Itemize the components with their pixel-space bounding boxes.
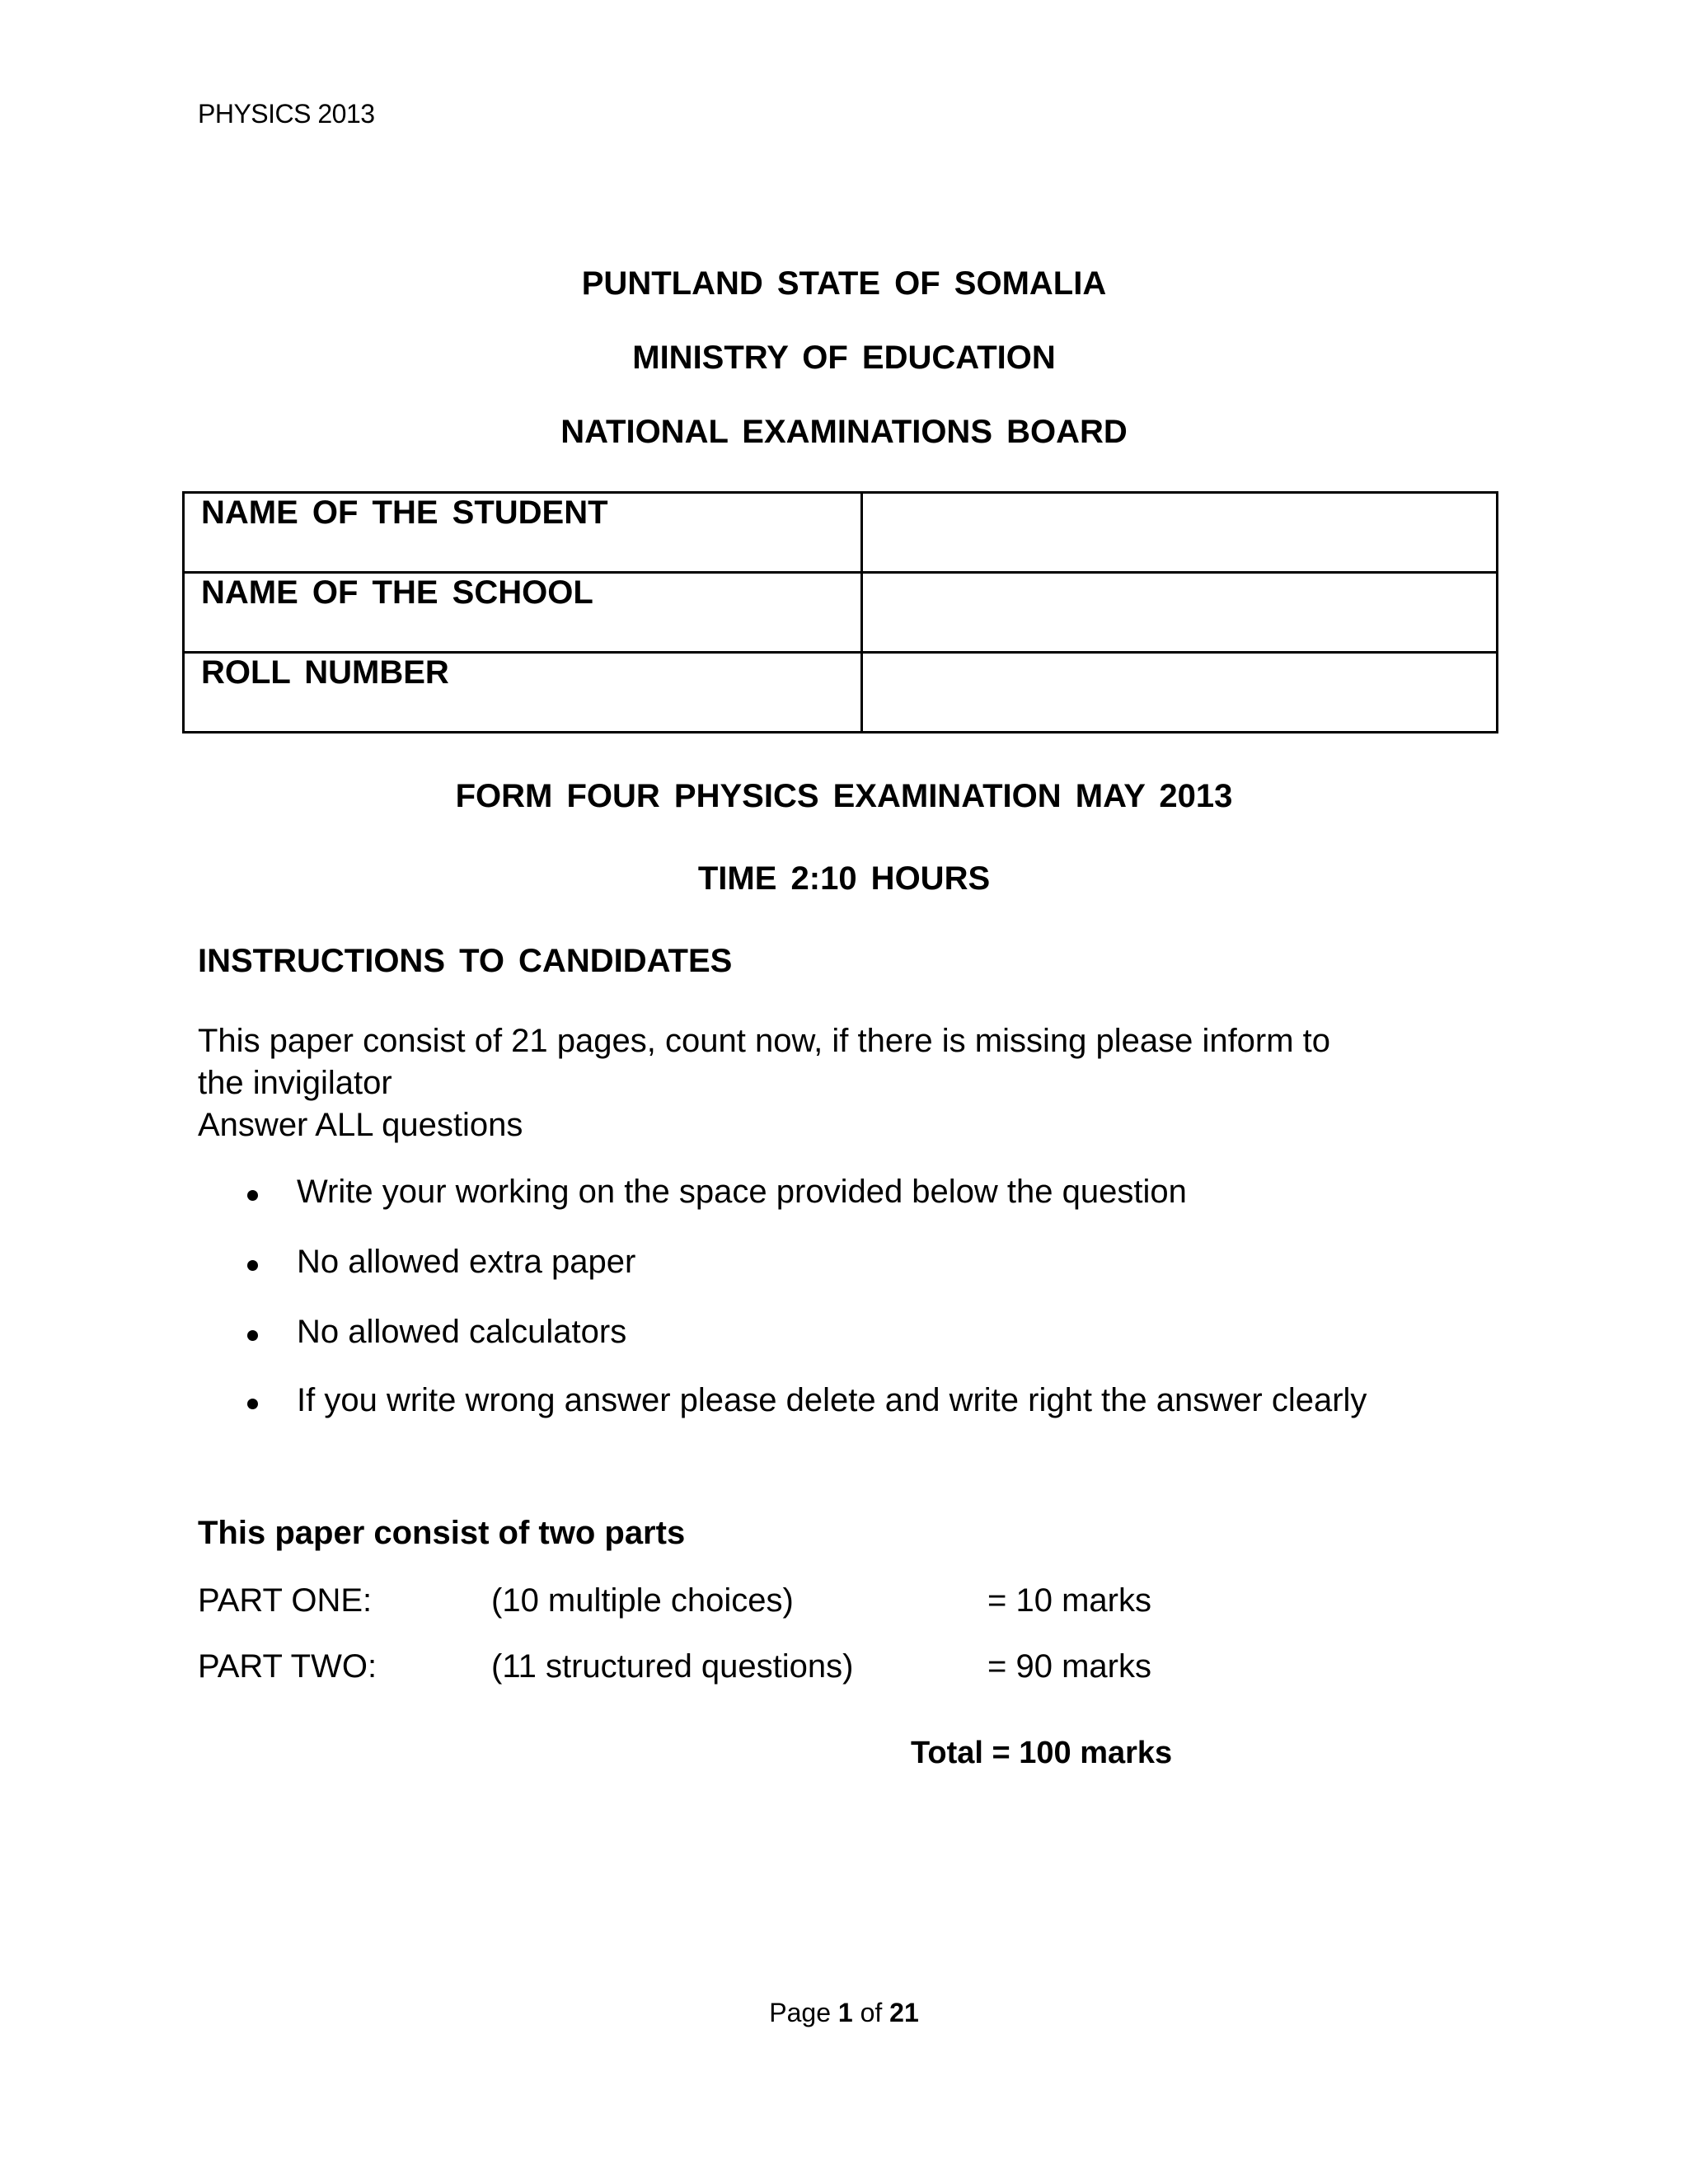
part-description: (11 structured questions)	[491, 1648, 854, 1685]
of-label: of	[860, 1998, 883, 2027]
instructions-paragraph-line2: the invigilator	[198, 1065, 392, 1101]
bullet-icon	[247, 1190, 258, 1201]
table-row	[198, 1648, 1434, 1691]
bullet-text: If you write wrong answer please delete and write right the answer clearly	[297, 1382, 1367, 1418]
page-number: 1	[837, 1998, 853, 2027]
student-info-table	[182, 491, 1498, 733]
roll-number-label: ROLL NUMBER	[184, 653, 862, 733]
table-row	[184, 653, 1498, 733]
exam-title: FORM FOUR PHYSICS EXAMINATION MAY 2013	[455, 778, 1233, 814]
bullet-text: No allowed extra paper	[297, 1244, 636, 1280]
part-description: (10 multiple choices)	[491, 1582, 794, 1619]
part-marks: = 90 marks	[987, 1648, 1151, 1685]
bullet-text: No allowed calculators	[297, 1314, 627, 1350]
answer-all-instruction: Answer ALL questions	[198, 1107, 523, 1143]
school-name-label: NAME OF THE SCHOOL	[184, 573, 862, 653]
instructions-paragraph-line1: This paper consist of 21 pages, count now, if there is missing please inform to	[198, 1023, 1331, 1059]
title-ministry: MINISTRY OF EDUCATION	[632, 340, 1056, 376]
table-row	[184, 573, 1498, 653]
bullet-text: Write your working on the space provided below the question	[297, 1174, 1187, 1210]
page-total: 21	[889, 1998, 919, 2027]
page-label: Page	[769, 1998, 831, 2027]
running-header: PHYSICS 2013	[198, 99, 375, 129]
exam-time: TIME 2:10 HOURS	[697, 860, 991, 897]
student-name-field[interactable]	[862, 493, 1498, 573]
table-row	[184, 493, 1498, 573]
title-state: PUNTLAND STATE OF SOMALIA	[581, 265, 1107, 302]
part-name: PART ONE:	[198, 1582, 373, 1619]
bullet-icon	[247, 1330, 258, 1341]
student-name-label: NAME OF THE STUDENT	[184, 493, 862, 573]
school-name-field[interactable]	[862, 573, 1498, 653]
roll-number-field[interactable]	[862, 653, 1498, 733]
bullet-icon	[247, 1260, 258, 1271]
bullet-icon	[247, 1399, 258, 1409]
part-marks: = 10 marks	[987, 1582, 1151, 1619]
page-footer	[0, 1998, 1688, 2028]
part-name: PART TWO:	[198, 1648, 377, 1685]
instructions-heading: INSTRUCTIONS TO CANDIDATES	[198, 943, 733, 979]
table-row	[198, 1582, 1434, 1625]
total-marks: Total = 100 marks	[911, 1736, 1173, 1770]
parts-heading: This paper consist of two parts	[198, 1515, 686, 1551]
title-board: NATIONAL EXAMINATIONS BOARD	[560, 414, 1128, 450]
